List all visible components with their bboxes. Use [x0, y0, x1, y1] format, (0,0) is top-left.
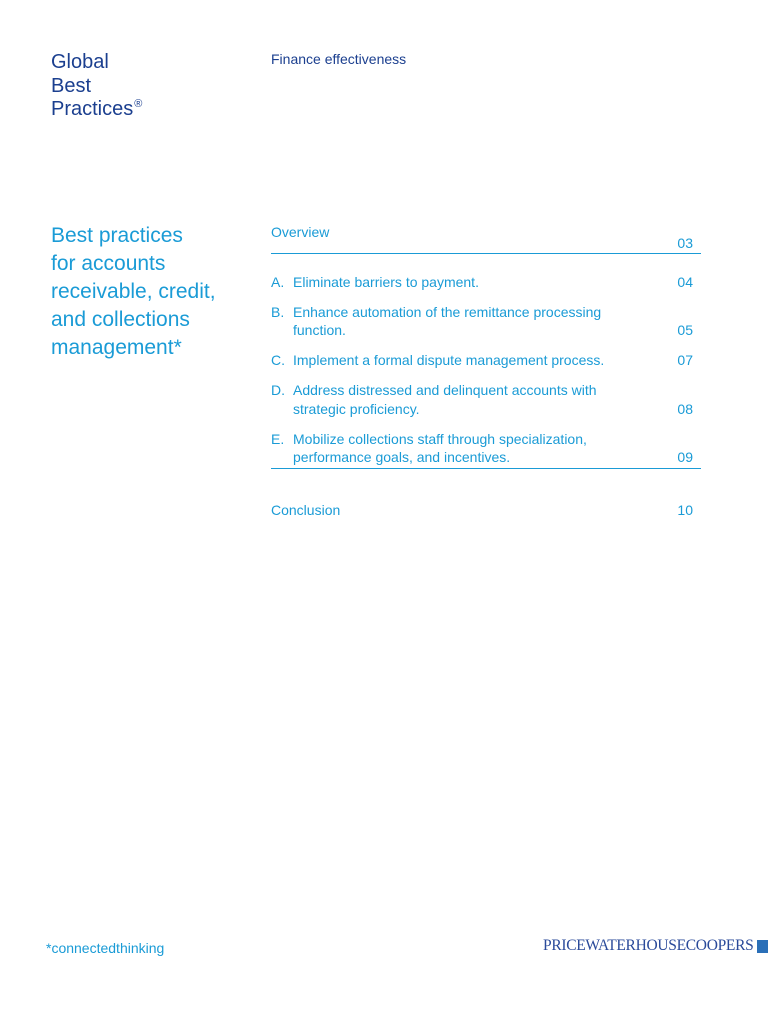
- section-label: Finance effectiveness: [271, 51, 407, 67]
- toc-item-letter: E.: [271, 430, 285, 447]
- brand-line-3-text: Practices: [51, 98, 134, 120]
- title-line: for accounts: [51, 252, 166, 275]
- document-title: [51, 222, 251, 362]
- toc-item-letter: B.: [271, 303, 285, 320]
- title-line: receivable, credit,: [51, 280, 216, 303]
- toc-page-number: 10: [677, 501, 693, 518]
- footer-tagline: *connectedthinking: [46, 940, 165, 956]
- toc-page-number: 09: [677, 449, 693, 465]
- title-line: Best practices: [51, 224, 183, 247]
- toc-item-letter: A.: [271, 273, 285, 290]
- toc-page-number: 03: [677, 235, 693, 251]
- company-logo: [543, 935, 768, 957]
- registered-mark: ®: [134, 98, 143, 110]
- brand-line-1: Global: [51, 51, 109, 73]
- toc-item-text: Mobilize collections staff through specialization, performance goals, and incentives.: [293, 430, 587, 465]
- toc-item-e[interactable]: [271, 430, 701, 467]
- brand-line-2: Best: [51, 74, 92, 97]
- logo-mark-icon: [757, 940, 768, 953]
- toc-item-a[interactable]: [271, 273, 701, 292]
- toc-item-text: Eliminate barriers to payment.: [293, 273, 479, 290]
- divider: [271, 468, 701, 469]
- toc-page-number: 07: [677, 352, 693, 368]
- toc-overview[interactable]: [271, 222, 701, 253]
- toc-item-b[interactable]: [271, 303, 701, 340]
- toc-item-letter: D.: [271, 382, 285, 398]
- toc-overview-label: Overview: [271, 224, 330, 240]
- logo-wordmark: PRICEWATERHOUSECOOPERS: [543, 937, 754, 954]
- table-of-contents: [271, 222, 701, 519]
- toc-item-d[interactable]: [271, 381, 701, 418]
- brand-title: [51, 51, 142, 122]
- toc-item-c[interactable]: [271, 351, 701, 370]
- toc-conclusion[interactable]: [271, 501, 701, 520]
- toc-item-text: Implement a formal dispute management process.: [293, 352, 605, 368]
- divider: [271, 253, 701, 254]
- toc-item-text: Enhance automation of the remittance processing function.: [293, 303, 602, 338]
- brand-line-3: [51, 98, 142, 122]
- title-line: and collections: [51, 308, 190, 331]
- toc-page-number: 05: [677, 322, 693, 338]
- toc-page-number: 04: [677, 273, 693, 290]
- toc-item-text: Address distressed and delinquent accounts with strategic proficiency.: [293, 382, 597, 417]
- toc-item-letter: C.: [271, 352, 285, 368]
- toc-conclusion-label: Conclusion: [271, 501, 341, 518]
- title-line: management*: [51, 336, 182, 359]
- toc-page-number: 08: [677, 400, 693, 417]
